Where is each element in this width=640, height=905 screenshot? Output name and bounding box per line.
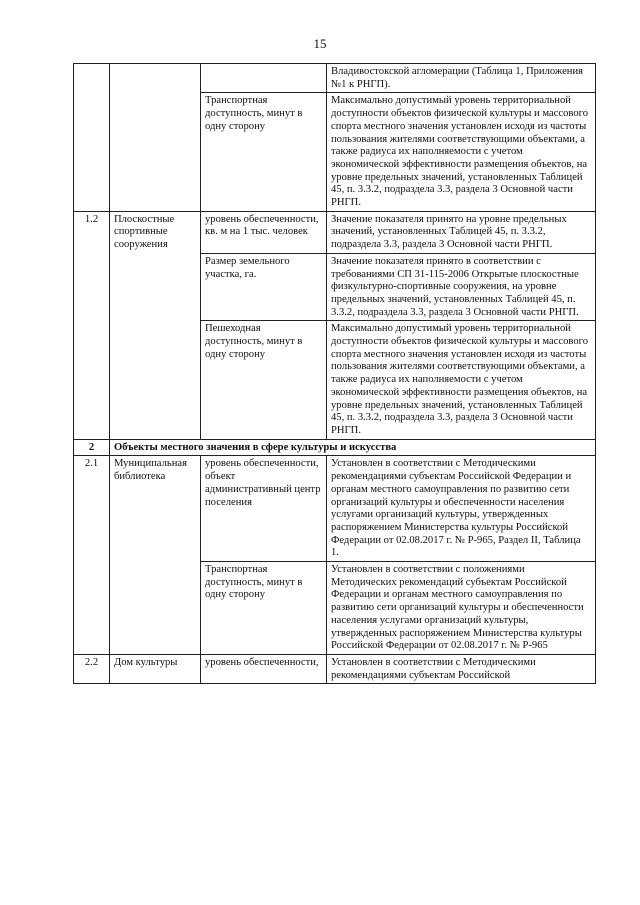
object-cell [110, 64, 201, 212]
row-number-cell [74, 64, 110, 212]
indicator-cell: Размер земельного участка, га. [201, 253, 327, 321]
indicator-cell: Транспортная доступность, минут в одну сторону [201, 562, 327, 655]
value-cell: Установлен в соответствии с положениями Методических рекомендаций субъектам Российской Федерации и органам местного самоуправления по развитию сети организаций культуры и обеспеченности населения услугами организаций культуры, утвержденных распоряжением Министерства культуры Российской Федерации от 02.08.2017 г. № Р-965 [327, 562, 596, 655]
section-row [74, 439, 596, 456]
value-cell: Максимально допустимый уровень территориальной доступности объектов физической культуры и массового спорта местного значения установлен исходя из частоты пользования жителями соответствующими объектами, а также радиуса их наполняемости с учетом экономической эффективности размещения объектов, на уровне предельных значений, установленных Таблицей 45, п. 3.3.2, подраздела 3.3, раздела 3 Основной части РНГП. [327, 93, 596, 211]
value-cell: Максимально допустимый уровень территориальной доступности объектов физической культуры и массового спорта местного значения установлен исходя из частоты пользования жителями соответствующими объектами, а также радиуса их наполняемости с учетом экономической эффективности размещения объектов, на уровне предельных значений, установленных Таблицей 45, п. 3.3.2, подраздела 3.3, раздела 3 Основной части РНГП. [327, 321, 596, 439]
value-cell: Значение показателя принято в соответствии с требованиями СП 31-115-2006 Открытые плоскостные физкультурно-спортивные сооружения, на уровне предельных значений, установленных Таблицей 45, п. 3.3.2, подраздела 3.3, раздела 3 Основной части РНГП. [327, 253, 596, 321]
page-number: 15 [313, 36, 327, 51]
object-cell: Плоскостные спортивные сооружения [110, 211, 201, 439]
norms-table [73, 63, 596, 684]
indicator-cell: Пешеходная доступность, минут в одну сторону [201, 321, 327, 439]
indicator-cell: уровень обеспеченности, объект административный центр поселения [201, 456, 327, 562]
indicator-cell: уровень обеспеченности, кв. м на 1 тыс. человек [201, 211, 327, 253]
row-number-cell: 2.2 [74, 654, 110, 683]
table-row [74, 654, 596, 683]
row-number-cell: 2.1 [74, 456, 110, 655]
indicator-cell: Транспортная доступность, минут в одну сторону [201, 93, 327, 211]
value-cell: Установлен в соответствии с Методическими рекомендациями субъектам Российской [327, 654, 596, 683]
indicator-cell: уровень обеспеченности, [201, 654, 327, 683]
value-cell: Установлен в соответствии с Методическими рекомендациями субъектам Российской Федерации и органам местного самоуправления по развитию сети организаций культуры и обеспеченности населения услугами организаций культуры, утвержденных распоряжением Министерства культуры Российской Федерации от 02.08.2017 г. № Р-965, Раздел II, Таблица 1. [327, 456, 596, 562]
table-row [74, 64, 596, 93]
row-number-cell: 1.2 [74, 211, 110, 439]
table-row [74, 211, 596, 253]
section-title-cell: Объекты местного значения в сфере культуры и искусства [110, 439, 596, 456]
indicator-cell [201, 64, 327, 93]
object-cell: Дом культуры [110, 654, 201, 683]
value-cell: Значение показателя принято на уровне предельных значений, установленных Таблицей 45, п. 3.3.2, подраздела 3.3, раздела 3 Основной части РНГП. [327, 211, 596, 253]
table-row [74, 456, 596, 562]
value-cell: Владивостокской агломерации (Таблица 1, Приложения №1 к РНГП). [327, 64, 596, 93]
object-cell: Муниципальная библиотека [110, 456, 201, 655]
section-number-cell: 2 [74, 439, 110, 456]
